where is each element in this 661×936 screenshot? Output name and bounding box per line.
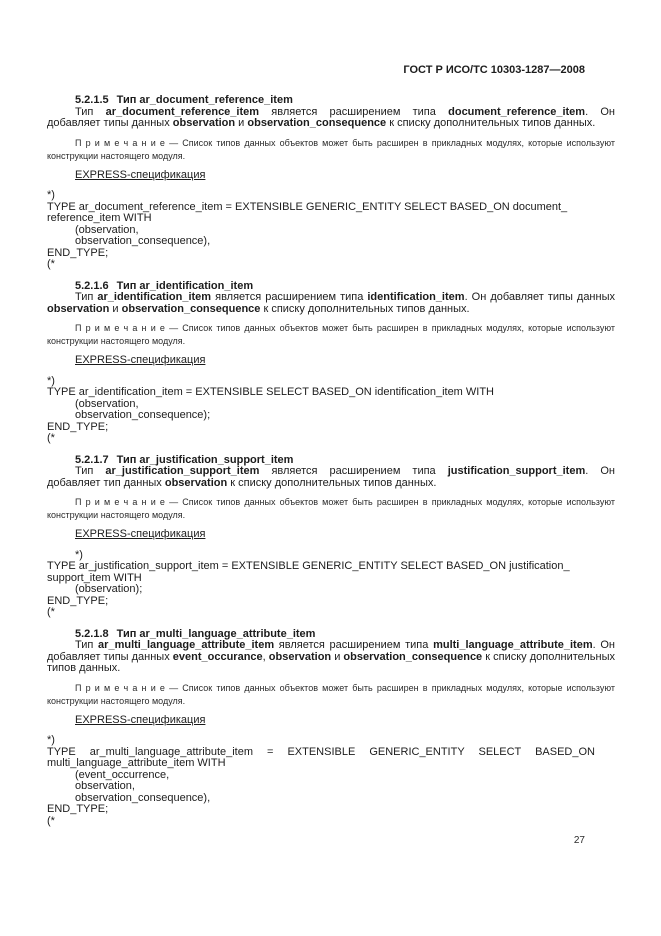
page-header-standard-number: ГОСТ Р ИСО/ТС 10303-1287—2008 <box>403 64 585 76</box>
code-line: END_TYPE; <box>47 594 109 607</box>
express-spec-label: EXPRESS-спецификация <box>75 354 206 366</box>
text-run: и <box>331 650 344 663</box>
express-spec-heading <box>47 355 615 367</box>
text-run: Тип <box>75 105 106 118</box>
term-bold: ar_multi_language_attribute_item <box>98 639 275 651</box>
code-line: TYPE ar_justification_support_item = EXTENSIBLE GENERIC_ENTITY SELECT BASED_ON justification_ <box>47 560 570 572</box>
code-line: (observation); <box>75 583 143 595</box>
text-run: . Он добавляет типы данных <box>464 291 615 303</box>
code-line: *) <box>75 548 83 561</box>
section-note: П р и м е ч а н и е — Список типов данных объектов может быть расширен в прикладных модулях, которые используют конструкции настоящего модуля. <box>47 323 615 346</box>
section-5-2-1-5 <box>47 95 615 271</box>
section-note: П р и м е ч а н и е — Список типов данных объектов может быть расширен в прикладных модулях, которые используют конструкции настоящего модуля. <box>47 137 615 161</box>
section-title: Тип ar_document_reference_item <box>116 94 293 106</box>
section-5-2-1-8 <box>47 629 615 828</box>
text-run: . Он добавляет типы данных <box>47 105 615 129</box>
express-spec-label: EXPRESS-спецификация <box>75 713 206 726</box>
code-line: support_item WITH <box>47 571 142 584</box>
section-title: Тип ar_multi_language_attribute_item <box>116 627 316 640</box>
term-bold: justification_support_item <box>447 465 586 477</box>
text-run: . Он добавляет тип данных <box>47 465 615 489</box>
code-line: TYPE ar_document_reference_item = EXTENSIBLE GENERIC_ENTITY SELECT BASED_ON document_ <box>47 200 568 213</box>
section-note: П р и м е ч а н и е — Список типов данных объектов может быть расширен в прикладных модулях, которые используют конструкции настоящего модуля. <box>47 682 615 706</box>
text-run: Тип <box>75 465 106 477</box>
code-line: observation, <box>75 780 135 792</box>
section-paragraph <box>47 640 615 675</box>
code-line: (* <box>47 606 55 618</box>
code-line: *) <box>47 374 55 387</box>
code-line: (observation, <box>75 397 139 410</box>
term-bold: multi_language_attribute_item <box>433 639 593 651</box>
code-line: TYPE ar_multi_language_attribute_item = EXTENSIBLE GENERIC_ENTITY SELECT BASED_ON <box>47 745 595 758</box>
code-line: reference_item WITH <box>47 212 152 224</box>
code-line: multi_language_attribute_item WITH <box>47 757 226 769</box>
express-code-block <box>47 376 615 445</box>
express-spec-label: EXPRESS-спецификация <box>75 168 206 181</box>
code-line: *) <box>47 189 55 201</box>
text-run: и <box>235 117 248 129</box>
section-paragraph <box>47 292 615 315</box>
express-code-block <box>47 190 615 271</box>
code-line: (* <box>47 814 55 827</box>
term-bold: ar_identification_item <box>97 291 212 303</box>
section-paragraph <box>47 466 615 489</box>
term-bold: observation <box>268 650 332 663</box>
code-line: (* <box>47 258 55 270</box>
express-spec-heading <box>47 715 615 727</box>
code-line: observation_consequence), <box>75 791 211 804</box>
text-run: к списку дополнительных типов данных. <box>386 117 596 129</box>
code-line: *) <box>47 734 55 746</box>
text-run: является расширением типа <box>259 465 448 477</box>
term-bold: document_reference_item <box>448 105 586 118</box>
term-bold: observation_consequence <box>121 302 261 315</box>
text-run: Тип <box>75 291 98 303</box>
express-spec-heading <box>47 529 615 541</box>
text-run: к списку дополнительных типов данных. <box>47 650 616 674</box>
code-line: (event_occurrence, <box>75 768 170 781</box>
term-bold: observation_consequence <box>343 650 483 663</box>
express-code-block <box>47 550 615 619</box>
text-run: к списку дополнительных типов данных. <box>260 302 470 315</box>
code-line: (* <box>47 432 55 444</box>
page-number: 27 <box>573 835 585 846</box>
section-note: П р и м е ч а н и е — Список типов данных объектов может быть расширен в прикладных модулях, которые используют конструкции настоящего модуля. <box>47 497 615 520</box>
express-code-block <box>47 735 615 827</box>
express-spec-label: EXPRESS-спецификация <box>75 528 206 540</box>
text-run: является расширением типа <box>211 291 368 303</box>
section-5-2-1-6 <box>47 281 615 445</box>
text-run: является расширением типа <box>274 639 434 651</box>
section-title: Тип ar_justification_support_item <box>116 453 294 466</box>
code-line: TYPE ar_identification_item = EXTENSIBLE SELECT BASED_ON identification_item WITH <box>47 386 495 398</box>
code-line: END_TYPE; <box>47 803 109 815</box>
text-run: к списку дополнительных типов данных. <box>227 476 437 489</box>
term-bold: observation <box>172 117 236 129</box>
code-line: END_TYPE; <box>47 246 109 259</box>
term-bold: ar_document_reference_item <box>105 105 260 118</box>
code-line: (observation, <box>75 223 139 236</box>
code-line: observation_consequence); <box>75 409 211 421</box>
section-number: 5.2.1.6 <box>75 279 109 292</box>
text-run: Тип <box>75 639 99 651</box>
section-5-2-1-7 <box>47 455 615 619</box>
section-title: Тип ar_identification_item <box>116 279 254 292</box>
text-run: и <box>109 302 122 315</box>
code-line: END_TYPE; <box>47 420 109 433</box>
text-run: . Он добавляет типы данных <box>47 639 615 663</box>
code-line: observation_consequence), <box>75 235 211 247</box>
term-bold: identification_item <box>367 291 465 303</box>
section-number: 5.2.1.5 <box>75 94 109 106</box>
text-run: является расширением типа <box>259 105 449 118</box>
term-bold: event_occurance <box>172 650 263 663</box>
term-bold: observation_consequence <box>247 117 387 129</box>
express-spec-heading <box>47 170 615 182</box>
section-number: 5.2.1.7 <box>75 453 109 466</box>
term-bold: observation <box>164 476 228 489</box>
section-number: 5.2.1.8 <box>75 627 109 640</box>
text-run: , <box>262 650 269 663</box>
section-paragraph <box>47 107 615 130</box>
term-bold: ar_justification_support_item <box>105 465 260 477</box>
term-bold: observation <box>47 302 110 315</box>
